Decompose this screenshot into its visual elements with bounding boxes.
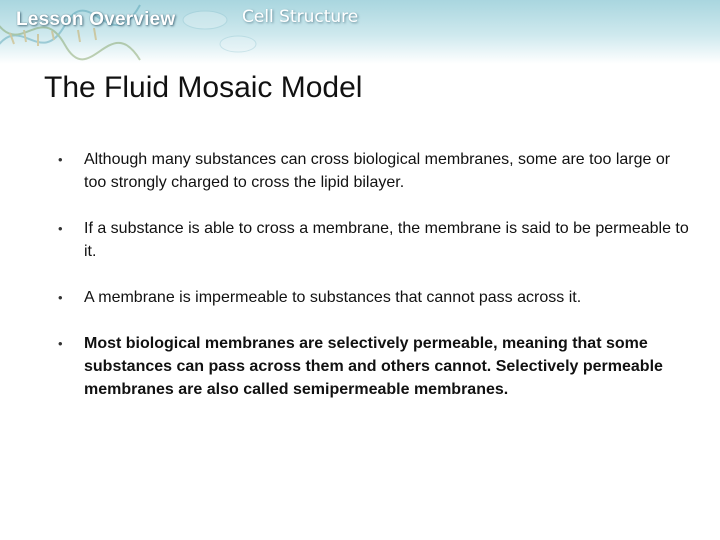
bullet-dot-icon: • — [58, 221, 63, 236]
lesson-overview-label: Lesson Overview — [16, 9, 176, 30]
bullet-text: If a substance is able to cross a membrane, the membrane is said to be permeable to it. — [84, 220, 689, 260]
bullet-dot-icon: • — [58, 290, 63, 305]
bullet-text: Most biological membranes are selectively permeable, meaning that some substances can pass across them and others cannot. Selectively permeable membranes are also called semipermeable membranes. — [84, 335, 663, 398]
bullet-text: Although many substances can cross biological membranes, some are too large or too strongly charged to cross the lipid bilayer. — [84, 151, 671, 191]
bullet-item — [58, 148, 690, 194]
bullet-item — [58, 332, 690, 401]
bullet-text: A membrane is impermeable to substances that cannot pass across it. — [84, 289, 582, 306]
bullet-list — [58, 148, 690, 401]
bullet-dot-icon: • — [58, 336, 63, 351]
slide-title: The Fluid Mosaic Model — [44, 71, 363, 104]
bullet-item — [58, 286, 690, 309]
topic-label: Cell Structure — [242, 7, 359, 27]
bullet-item — [58, 217, 690, 263]
bullet-dot-icon: • — [58, 152, 63, 167]
